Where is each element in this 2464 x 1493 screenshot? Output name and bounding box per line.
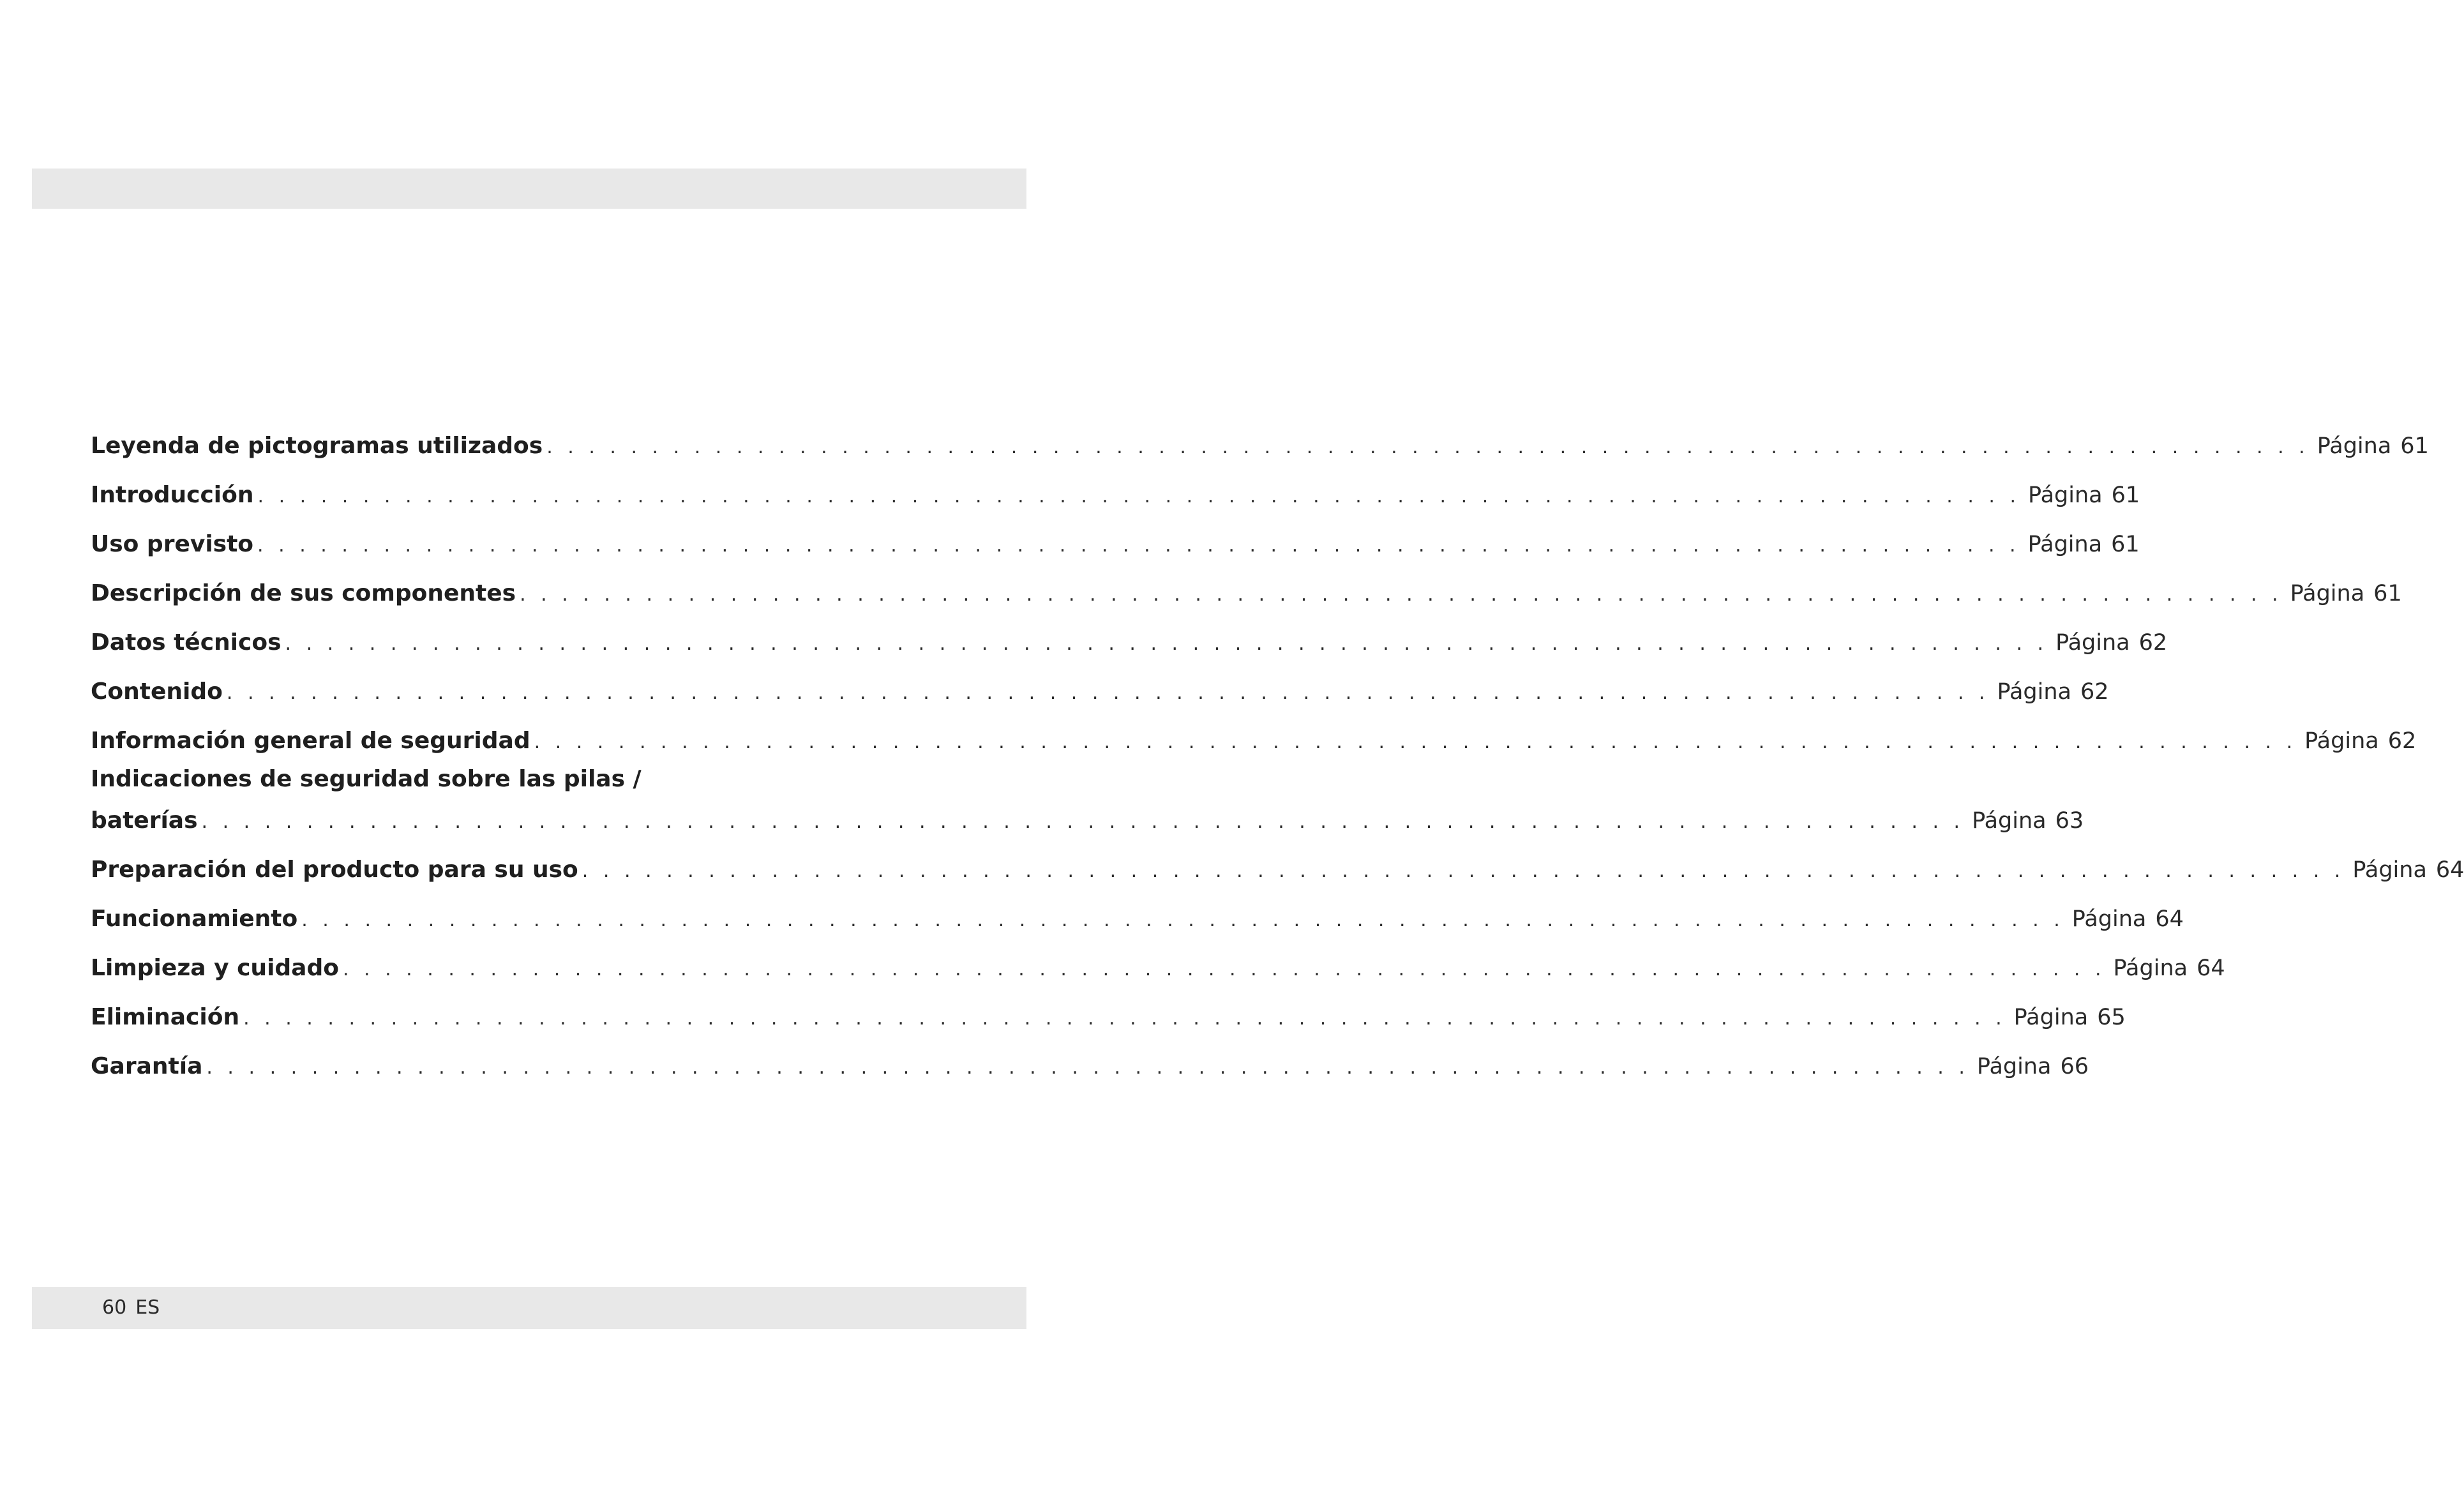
page-label: Página (2304, 728, 2379, 754)
toc-page-ref (1977, 1053, 2089, 1081)
page-label: Página (2055, 630, 2130, 656)
dot-leader: . . . . . . . . . . . . . . . . . . . . . . . . . . . . . . . . . . . . . . . . . . . . . . . . . . . . . . . . . . . . . . . . . . . . . . . . . . . . . . . . . . . . (534, 731, 2297, 753)
page-label: Página (2071, 906, 2147, 932)
toc-entry[interactable] (91, 421, 2429, 470)
toc-entry[interactable] (91, 569, 2402, 618)
page-label: Página (2013, 1005, 2089, 1030)
page-number: 64 (2435, 857, 2464, 883)
toc-page-ref (2304, 727, 2416, 755)
toc-entry-title: Funcionamiento (91, 906, 298, 932)
toc-entry-title: baterías (91, 807, 198, 834)
toc-page-ref (2014, 1003, 2126, 1032)
dot-leader: . . . . . . . . . . . . . . . . . . . . . . . . . . . . . . . . . . . . . . . . . . . . . . . . . . . . . . . . . . . . . . . . . . . . . . . . . . . . . . . . . . . . (546, 436, 2310, 458)
page-number: 61 (2373, 581, 2402, 606)
dot-leader: . . . . . . . . . . . . . . . . . . . . . . . . . . . . . . . . . . . . . . . . . . . . . . . . . . . . . . . . . . . . . . . . . . . . . . . . . . . . . . . . . . . . (285, 633, 2048, 655)
toc-entry[interactable] (91, 894, 2184, 943)
dot-leader: . . . . . . . . . . . . . . . . . . . . . . . . . . . . . . . . . . . . . . . . . . . . . . . . . . . . . . . . . . . . . . . . . . . . . . . . . . . . . . . . . . . . (206, 1056, 1969, 1079)
toc-page-ref (2290, 580, 2402, 608)
toc-entry-title: Garantía (91, 1053, 203, 1079)
page-label: Página (1972, 808, 2047, 834)
page-number: 64 (2155, 906, 2184, 932)
toc-entry[interactable] (91, 993, 2126, 1042)
page-number: 62 (2138, 630, 2168, 656)
page-number: 61 (2400, 433, 2429, 459)
toc-entry[interactable] (91, 667, 2109, 716)
toc-entry-title-line1: Indicaciones de seguridad sobre las pilas / (91, 766, 642, 792)
page-number: 65 (2097, 1005, 2126, 1030)
toc-entry-title: Uso previsto (91, 531, 254, 557)
dot-leader: . . . . . . . . . . . . . . . . . . . . . . . . . . . . . . . . . . . . . . . . . . . . . . . . . . . . . . . . . . . . . . . . . . . . . . . . . . . . . . . . . . . . (342, 958, 2106, 980)
toc-entry-title: Descripción de sus componentes (91, 580, 516, 606)
toc-entry-title: Limpieza y cuidado (91, 955, 339, 981)
dot-leader: . . . . . . . . . . . . . . . . . . . . . . . . . . . . . . . . . . . . . . . . . . . . . . . . . . . . . . . . . . . . . . . . . . . . . . . . . . . . . . . . . . . . (520, 583, 2283, 606)
toc-entry[interactable] (91, 765, 2084, 845)
page-label: Página (2317, 433, 2392, 459)
page-number: 64 (2197, 956, 2225, 981)
toc-page-ref (2352, 856, 2464, 884)
toc-page-ref (2114, 954, 2225, 982)
page-label: Página (1976, 1054, 2052, 1079)
toc-entry-title: Preparación del producto para su uso (91, 857, 578, 883)
toc-entry-title: Leyenda de pictogramas utilizados (91, 433, 543, 459)
toc-page-ref (1972, 807, 2084, 835)
toc-entry[interactable] (91, 845, 2464, 894)
toc-entry[interactable] (91, 520, 2140, 569)
table-of-contents (91, 421, 2464, 1091)
page-number: 66 (2060, 1054, 2089, 1079)
page-number: 61 (2111, 532, 2140, 557)
page-number: 63 (2055, 808, 2084, 834)
footer-language: ES (135, 1296, 160, 1319)
toc-page-ref (2055, 629, 2167, 657)
header-band (32, 169, 1026, 209)
page-number: 62 (2387, 728, 2417, 754)
toc-entry-title: Información general de seguridad (91, 728, 530, 754)
footer-page-number: 60 (102, 1296, 127, 1319)
toc-page-ref (2028, 530, 2140, 559)
page-label: Página (2028, 483, 2103, 508)
toc-entry[interactable] (91, 943, 2225, 993)
page-footer (102, 1293, 160, 1323)
toc-page-ref (2028, 481, 2140, 509)
toc-entry-title: Contenido (91, 679, 223, 705)
page-label: Página (2027, 532, 2103, 557)
toc-entry-title: Datos técnicos (91, 629, 282, 656)
dot-leader: . . . . . . . . . . . . . . . . . . . . . . . . . . . . . . . . . . . . . . . . . . . . . . . . . . . . . . . . . . . . . . . . . . . . . . . . . . . . . . . . . . . . (257, 534, 2020, 557)
dot-leader: . . . . . . . . . . . . . . . . . . . . . . . . . . . . . . . . . . . . . . . . . . . . . . . . . . . . . . . . . . . . . . . . . . . . . . . . . . . . . . . . . . . . (226, 682, 1990, 704)
toc-entry[interactable] (91, 470, 2140, 520)
dot-leader: . . . . . . . . . . . . . . . . . . . . . . . . . . . . . . . . . . . . . . . . . . . . . . . . . . . . . . . . . . . . . . . . . . . . . . . . . . . . . . . . . . . . (201, 811, 1965, 833)
dot-leader: . . . . . . . . . . . . . . . . . . . . . . . . . . . . . . . . . . . . . . . . . . . . . . . . . . . . . . . . . . . . . . . . . . . . . . . . . . . . . . . . . . . . (301, 909, 2064, 931)
toc-page-ref (2072, 905, 2184, 933)
toc-entry[interactable] (91, 618, 2168, 667)
page-label: Página (2113, 956, 2188, 981)
dot-leader: . . . . . . . . . . . . . . . . . . . . . . . . . . . . . . . . . . . . . . . . . . . . . . . . . . . . . . . . . . . . . . . . . . . . . . . . . . . . . . . . . . . . (582, 860, 2345, 882)
page-number: 62 (2080, 679, 2109, 705)
page-number: 61 (2111, 483, 2140, 508)
page-label: Página (1997, 679, 2071, 705)
page-label: Página (2290, 581, 2365, 606)
toc-entry[interactable] (91, 716, 2417, 765)
toc-entry-title: Introducción (91, 482, 254, 508)
toc-page-ref (2317, 432, 2429, 460)
dot-leader: . . . . . . . . . . . . . . . . . . . . . . . . . . . . . . . . . . . . . . . . . . . . . . . . . . . . . . . . . . . . . . . . . . . . . . . . . . . . . . . . . . . . (243, 1007, 2006, 1030)
toc-page-ref (1997, 678, 2108, 706)
footer-band (32, 1287, 1026, 1329)
page-label: Página (2352, 857, 2427, 883)
toc-entry[interactable] (91, 1042, 2089, 1091)
toc-entry-title: Eliminación (91, 1004, 240, 1030)
dot-leader: . . . . . . . . . . . . . . . . . . . . . . . . . . . . . . . . . . . . . . . . . . . . . . . . . . . . . . . . . . . . . . . . . . . . . . . . . . . . . . . . . . . . (257, 485, 2021, 507)
